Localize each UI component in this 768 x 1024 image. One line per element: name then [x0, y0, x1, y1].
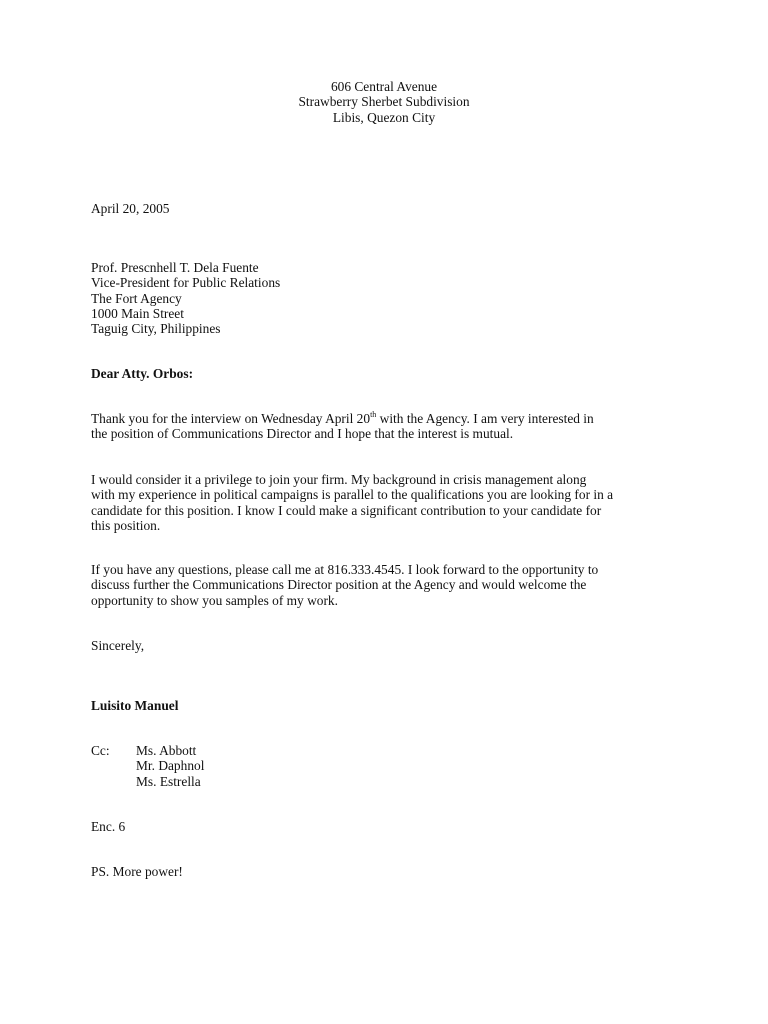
body-paragraph-1 — [91, 411, 691, 442]
cc-label-spacer — [91, 774, 136, 789]
recipient-address — [91, 260, 691, 336]
recipient-title: Vice-President for Public Relations — [91, 275, 281, 291]
date-text: April 20, 2005 — [91, 201, 170, 216]
salutation — [91, 366, 691, 381]
paragraph-line: discuss further the Communications Director position at the Agency and would welcome the — [91, 577, 587, 593]
recipient-company: The Fort Agency — [91, 290, 182, 306]
paragraph-line: the position of Communications Director and I hope that the interest is mutual. — [91, 426, 514, 442]
cc-name: Mr. Daphnol — [136, 758, 205, 774]
cc-name: Ms. Estrella — [136, 773, 201, 789]
signature-block — [91, 698, 691, 713]
postscript-text: PS. More power! — [91, 864, 183, 879]
cc-label: Cc: — [91, 743, 110, 758]
paragraph-text: with the Agency. I am very interested in — [376, 411, 594, 426]
letter-date — [91, 201, 691, 216]
recipient-name: Prof. Prescnhell T. Dela Fuente — [91, 260, 259, 275]
body-paragraph-2 — [91, 472, 691, 533]
recipient-street: 1000 Main Street — [91, 305, 184, 321]
return-address-line: Libis, Quezon City — [332, 109, 436, 125]
paragraph-line: If you have any questions, please call me at 816.333.4545. I look forward to the opportunity to — [91, 562, 599, 577]
signature-name: Luisito Manuel — [91, 698, 179, 713]
paragraph-line: with my experience in political campaigns is parallel to the qualifications you are looking for in a — [91, 487, 614, 503]
paragraph-line — [91, 411, 691, 426]
cc-list — [91, 743, 691, 789]
enclosure-text: Enc. 6 — [91, 819, 126, 834]
closing-text: Sincerely, — [91, 638, 145, 653]
paragraph-line: opportunity to show you samples of my work. — [91, 592, 338, 608]
cc-row — [91, 743, 691, 758]
cc-label-spacer — [91, 758, 136, 773]
body-paragraph-3 — [91, 562, 691, 608]
paragraph-line: candidate for this position. I know I could make a significant contribution to your candidate for — [91, 502, 602, 518]
return-address — [184, 79, 584, 125]
paragraph-line: I would consider it a privilege to join your firm. My background in crisis management along — [91, 472, 587, 487]
recipient-city: Taguig City, Philippines — [91, 321, 221, 337]
cc-row — [91, 758, 691, 773]
cc-name: Ms. Abbott — [136, 743, 197, 758]
enclosure — [91, 819, 691, 834]
cc-row — [91, 774, 691, 789]
salutation-text: Dear Atty. Orbos: — [91, 366, 194, 381]
postscript — [91, 864, 691, 879]
closing — [91, 638, 691, 653]
paragraph-line: this position. — [91, 517, 161, 533]
return-address-line: Strawberry Sherbet Subdivision — [298, 94, 470, 110]
ordinal-suffix: th — [370, 410, 377, 419]
return-address-line: 606 Central Avenue — [330, 79, 438, 94]
paragraph-text: Thank you for the interview on Wednesday April 20 — [91, 411, 371, 426]
